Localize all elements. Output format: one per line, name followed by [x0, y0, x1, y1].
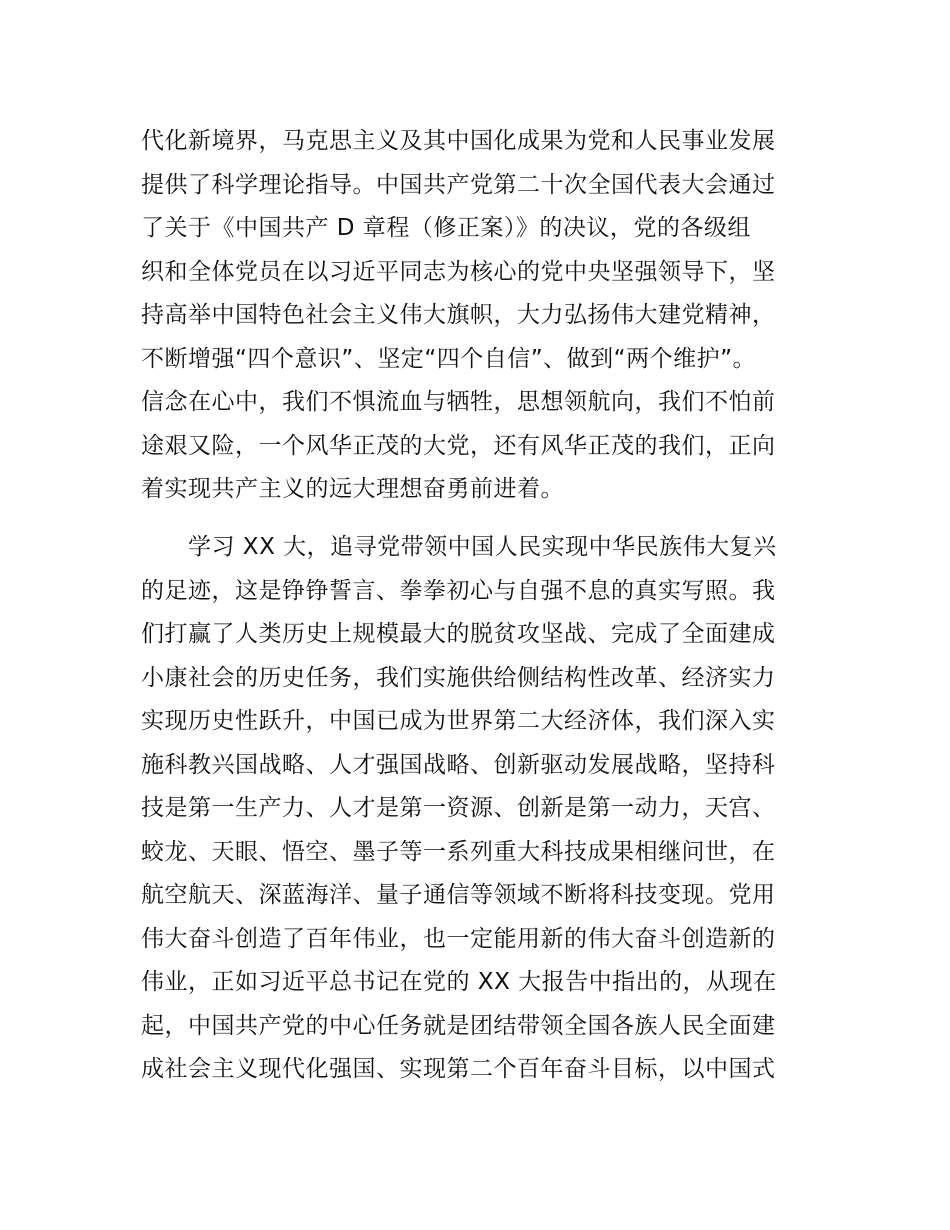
text-line: 小康社会的历史任务，我们实施供给侧结构性改革、经济实力	[141, 664, 776, 691]
paragraph-2	[141, 526, 821, 1092]
text-line: 学习 XX 大，追寻党带领中国人民实现中华民族伟大复兴	[141, 534, 777, 560]
text-line: 持高举中国特色社会主义伟大旗帜，大力弘扬伟大建党精神，	[141, 302, 776, 328]
text-line: 起，中国共产党的中心任务就是团结带领全国各族人民全面建	[141, 1012, 776, 1039]
text-line: 成社会主义现代化强国、实现第二个百年奋斗目标，以中国式	[141, 1056, 776, 1082]
text-line: 途艰又险，一个风华正茂的大党，还有风华正茂的我们，正向	[141, 432, 776, 459]
text-line: 提供了科学理论指导。中国共产党第二十次全国代表大会通过	[141, 171, 776, 198]
text-line: 的足迹，这是铮铮誓言、拳拳初心与自强不息的真实写照。我	[141, 577, 776, 604]
text-line: 伟大奋斗创造了百年伟业，也一定能用新的伟大奋斗创造新的	[141, 925, 776, 952]
text-line: 们打赢了人类历史上规模最大的脱贫攻坚战、完成了全面建成	[141, 621, 776, 647]
text-line: 蛟龙、天眼、悟空、墨子等一系列重大科技成果相继问世，在	[141, 838, 776, 865]
text-line: 着实现共产主义的远大理想奋勇前进着。	[141, 476, 564, 502]
text-line: 伟业，正如习近平总书记在党的 XX 大报告中指出的，从现在	[141, 969, 777, 995]
text-line: 实现历史性跃升，中国已成为世界第二大经济体，我们深入实	[141, 708, 776, 734]
text-line: 施科教兴国战略、人才强国战略、创新驱动发展战略，坚持科	[141, 751, 776, 778]
text-line: 代化新境界，马克思主义及其中国化成果为党和人民事业发展	[141, 128, 776, 154]
text-line: 不断增强“四个意识”、坚定“四个自信”、做到“两个维护”。	[141, 345, 756, 372]
text-line: 航空航天、深蓝海洋、量子通信等领域不断将科技变现。党用	[141, 882, 776, 908]
text-line: 信念在心中，我们不惧流血与牺牲，思想领航向，我们不怕前	[141, 389, 776, 415]
text-line: 了关于《中国共产 D 章程（修正案）》的决议，党的各级组	[141, 215, 751, 241]
paragraph-1	[141, 120, 821, 512]
text-line: 织和全体党员在以习近平同志为核心的党中央坚强领导下，坚	[141, 258, 776, 285]
text-line: 技是第一生产力、人才是第一资源、创新是第一动力，天宫、	[141, 795, 776, 821]
